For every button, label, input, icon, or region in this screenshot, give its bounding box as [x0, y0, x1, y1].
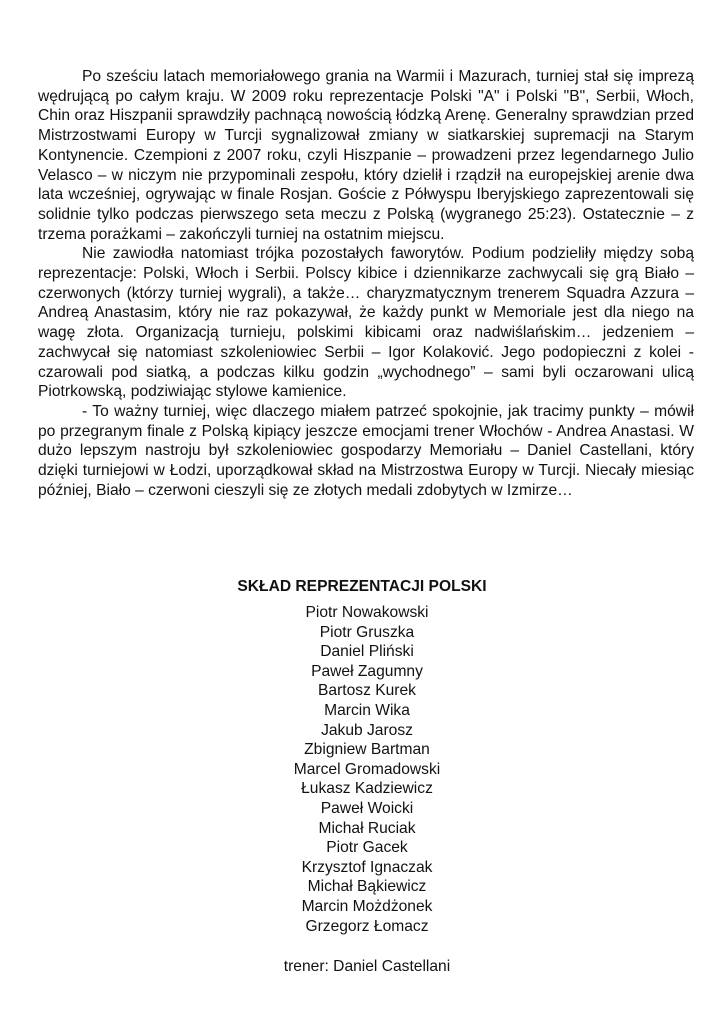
- player-name: Krzysztof Ignaczak: [301, 858, 433, 876]
- roster-title: SKŁAD REPREZENTACJI POLSKI: [237, 578, 487, 595]
- player-name: Grzegorz Łomacz: [305, 917, 429, 935]
- player-name: Paweł Zagumny: [311, 662, 423, 680]
- article-body: [38, 67, 694, 500]
- player-name: Piotr Nowakowski: [305, 604, 429, 621]
- player-name: Piotr Gruszka: [319, 623, 415, 641]
- player-name: Marcin Wika: [324, 701, 410, 719]
- player-name: Jakub Jarosz: [321, 721, 413, 739]
- player-name: Zbigniew Bartman: [304, 741, 430, 759]
- player-name: Michał Bąkiewicz: [307, 878, 427, 896]
- paragraph: Nie zawiodła natomiast trójka pozostałych faworytów. Podium podzieliły między sobą reprezentacje: Polski, Włoch i Serbii. Polscy kibice i dziennikarze zachwycali się grą Biało – czerwonych (którzy turniej wygrali), a także… charyzmatycznym trenerem Squadra Azzura – Andreą Anastasim, który nie raz pokazywał, że każdy punkt w Memoriale jest dla niego na wagę złota. Organizacją turnieju, polskimi kibicami oraz nadwiślańskim… jedzeniem – zachwycał się natomiast szkoleniowiec Serbii – Igor Kolaković. Jego podopieczni z kolei - czarowali pod siatką, a podczas kilku godzin „wychodnego” – sami byli oczarowani ulicą Piotrkowską, podziwiając stylowe kamienice.: [38, 245, 694, 401]
- coach-line: trener: Daniel Castellani: [283, 958, 451, 975]
- player-list: [0, 603, 724, 936]
- player-name: Bartosz Kurek: [318, 682, 416, 700]
- player-name: Łukasz Kadziewicz: [301, 780, 433, 798]
- player-name: Piotr Gacek: [326, 839, 408, 857]
- player-name: Marcin Możdżonek: [301, 897, 433, 915]
- player-name: Paweł Woicki: [320, 799, 414, 817]
- player-name: Michał Ruciak: [318, 819, 416, 837]
- player-name: Daniel Pliński: [320, 643, 414, 661]
- paragraph: - To ważny turniej, więc dlaczego miałem patrzeć spokojnie, jak tracimy punkty – mówił po przegranym finale z Polską kipiący jeszcze emocjami trener Włochów - Andrea Anastasi. W dużo lepszym nastroju był szkoleniowiec gospodarzy Memoriału – Daniel Castellani, który dzięki turniejowi w Łodzi, uporządkował skład na Mistrzostwa Europy w Turcji. Niecały miesiąc później, Biało – czerwoni cieszyli się ze złotych medali zdobytych w Izmirze…: [38, 402, 694, 499]
- paragraph: Po sześciu latach memoriałowego grania na Warmii i Mazurach, turniej stał się imprezą wędrującą po całym kraju. W 2009 roku reprezentacje Polski "A" i Polski "B", Serbii, Włoch, Chin oraz Hiszpanii sprawdziły pachnącą nowością łódzką Arenę. Generalny sprawdzian przed Mistrzostwami Europy w Turcji sygnalizował zmiany w siatkarskiej supremacji na Starym Kontynencie. Czempioni z 2007 roku, czyli Hiszpanie – prowadzeni przez legendarnego Julio Velasco – w niczym nie przypominali zespołu, który dzielił i rządził na europejskiej arenie dwa lata wcześniej, ogrywając w finale Rosjan. Goście z Półwyspu Iberyjskiego zaprezentowali się solidnie tylko podczas pierwszego seta meczu z Polską (wygranego 25:23). Ostatecznie – z trzema porażkami – zakończyli turniej na ostatnim miejscu.: [38, 68, 694, 243]
- player-name: Marcel Gromadowski: [293, 760, 441, 778]
